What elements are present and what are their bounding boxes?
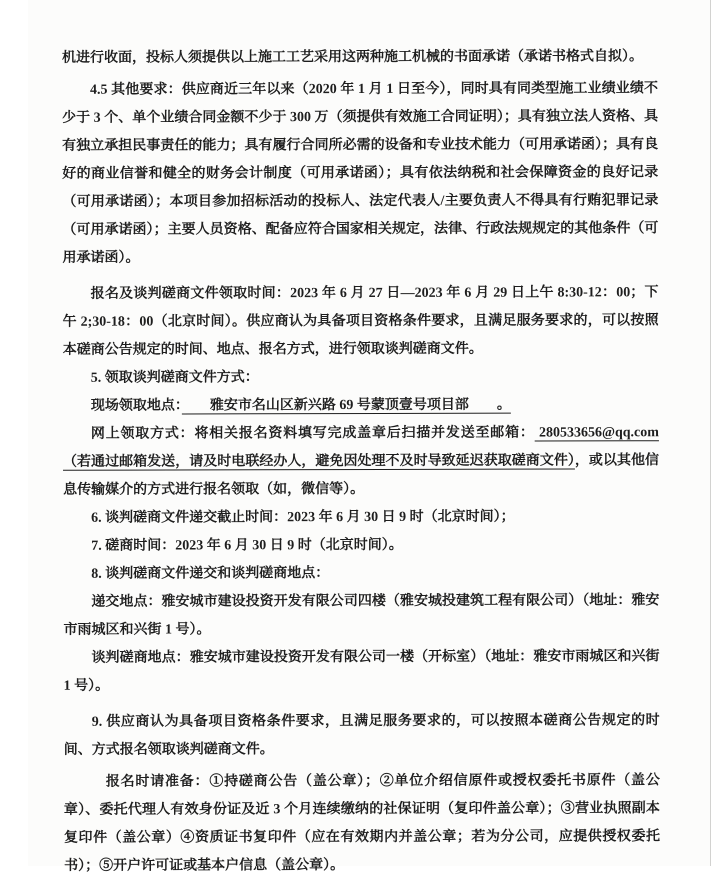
scanned-page bbox=[28, 0, 711, 874]
text-segment: 6. 谈判磋商文件递交截止时间：2023 年 6 月 30 日 9 时（北京时间）； bbox=[91, 509, 515, 526]
paragraph-document-collection-time bbox=[63, 279, 659, 365]
text-segment: 7. 磋商时间：2023 年 6 月 30 日 9 时（北京时间）。 bbox=[91, 537, 403, 554]
paragraph-supplier-eligibility bbox=[64, 707, 660, 765]
paragraph-submission-address bbox=[63, 587, 659, 645]
text-segment: 报名及谈判磋商文件领取时间：2023 年 6 月 27 日—2023 年 6 月 29 日上午 8:30-12：00；下午 2;30-18：00（北京时间）。供应商认为具备项目资格条件要求，且满足服务要求的，可以按照本磋商公告规定的时间、地点、报名方式，进行领取谈判磋商文件。 bbox=[62, 285, 659, 358]
line-onsite-collection-address bbox=[63, 391, 659, 421]
paragraph-registration-materials bbox=[64, 767, 660, 881]
line-submission-deadline bbox=[63, 503, 659, 533]
text-segment: 5. 领取谈判磋商文件方式： bbox=[90, 370, 259, 386]
text-segment: 谈判磋商地点：雅安城市建设投资开发有限公司一楼（开标室）（地址：雅安市雨城区和兴街 1 号）。 bbox=[63, 649, 660, 694]
text-segment: 报名时请准备：①持磋商公告（盖公章）；②单位介绍信原件或授权委托书原件（盖公章）、委托代理人有效身份证及近 3 个月连续缴纳的社保证明（复印件盖公章）；③营业执照副本复印件（盖公章）④资质证书复印件（应在有效期内并盖公章；若为分公司，应提供授权委托书）；⑤开户许可证或基本户信息（盖公章）。 bbox=[63, 773, 661, 874]
paragraph-other-requirements bbox=[62, 75, 659, 273]
paragraph-negotiation-address bbox=[63, 643, 659, 701]
text-segment: 递交地点：雅安城市建设投资开发有限公司四楼（雅安城投建筑工程有限公司）（地址：雅安市雨城区和兴街 1 号）。 bbox=[63, 593, 660, 638]
field-label: 现场领取地点： bbox=[90, 398, 182, 414]
heading-collection-method bbox=[63, 363, 659, 393]
text-segment: ，或以其他信息传输媒介的方式进行报名领取（如，微信等）。 bbox=[63, 453, 660, 498]
email-note-underlined: （若通过邮箱发送，请及时电联经办人，避免因处理不及时导致延迟获取磋商文件） bbox=[62, 453, 575, 470]
underlined-address-value: 雅安市名山区新兴路 69 号蒙顶壹号项目部 。 bbox=[181, 397, 511, 414]
line-negotiation-time bbox=[63, 531, 659, 561]
email-address: 280533656@qq.com bbox=[534, 425, 659, 441]
text-segment: 4.5 其他要求：供应商近三年以来（2020 年 1 月 1 日至今），同时具有同类型施工业绩业绩不少于 3 个、单个业绩合同金额不少于 300 万（须提供有效施工合同证明）；具有独立法人资格、具有独立承担民事责任的能力；具有履行合同所必需的设备和专业技术能力（可用承诺函）；具有良好的商业信誉和健全的财务会计制度（可用承诺函）；具有依法纳税和社会保障资金的良好记录（可用承诺函）；本项目参加招标活动的投标人、法定代表人/主要负责人不得具有行贿犯罪记录（可用承诺函）；主要人员资格、配备应符合国家相关规定，法律、行政法规规定的其他条件（可用承诺函）。 bbox=[62, 81, 659, 266]
paragraph-continuation-machinery-commitment bbox=[62, 43, 658, 73]
paragraph-online-collection-method bbox=[63, 419, 659, 505]
text-segment: 网上领取方式：将相关报名资料填写完成盖章后扫描并发送至邮箱： bbox=[90, 425, 535, 442]
text-segment: 9. 供应商认为具备项目资格条件要求，且满足服务要求的，可以按照本磋商公告规定的时间、方式报名领取谈判磋商文件。 bbox=[63, 713, 660, 758]
text-segment: 8. 谈判磋商文件递交和谈判磋商地点： bbox=[91, 566, 330, 582]
document-body bbox=[62, 43, 660, 881]
heading-submission-location bbox=[63, 559, 659, 589]
text-segment: 机进行收面，投标人须提供以上施工工艺采用这两种施工机械的书面承诺（承诺书格式自拟）。 bbox=[61, 49, 643, 66]
